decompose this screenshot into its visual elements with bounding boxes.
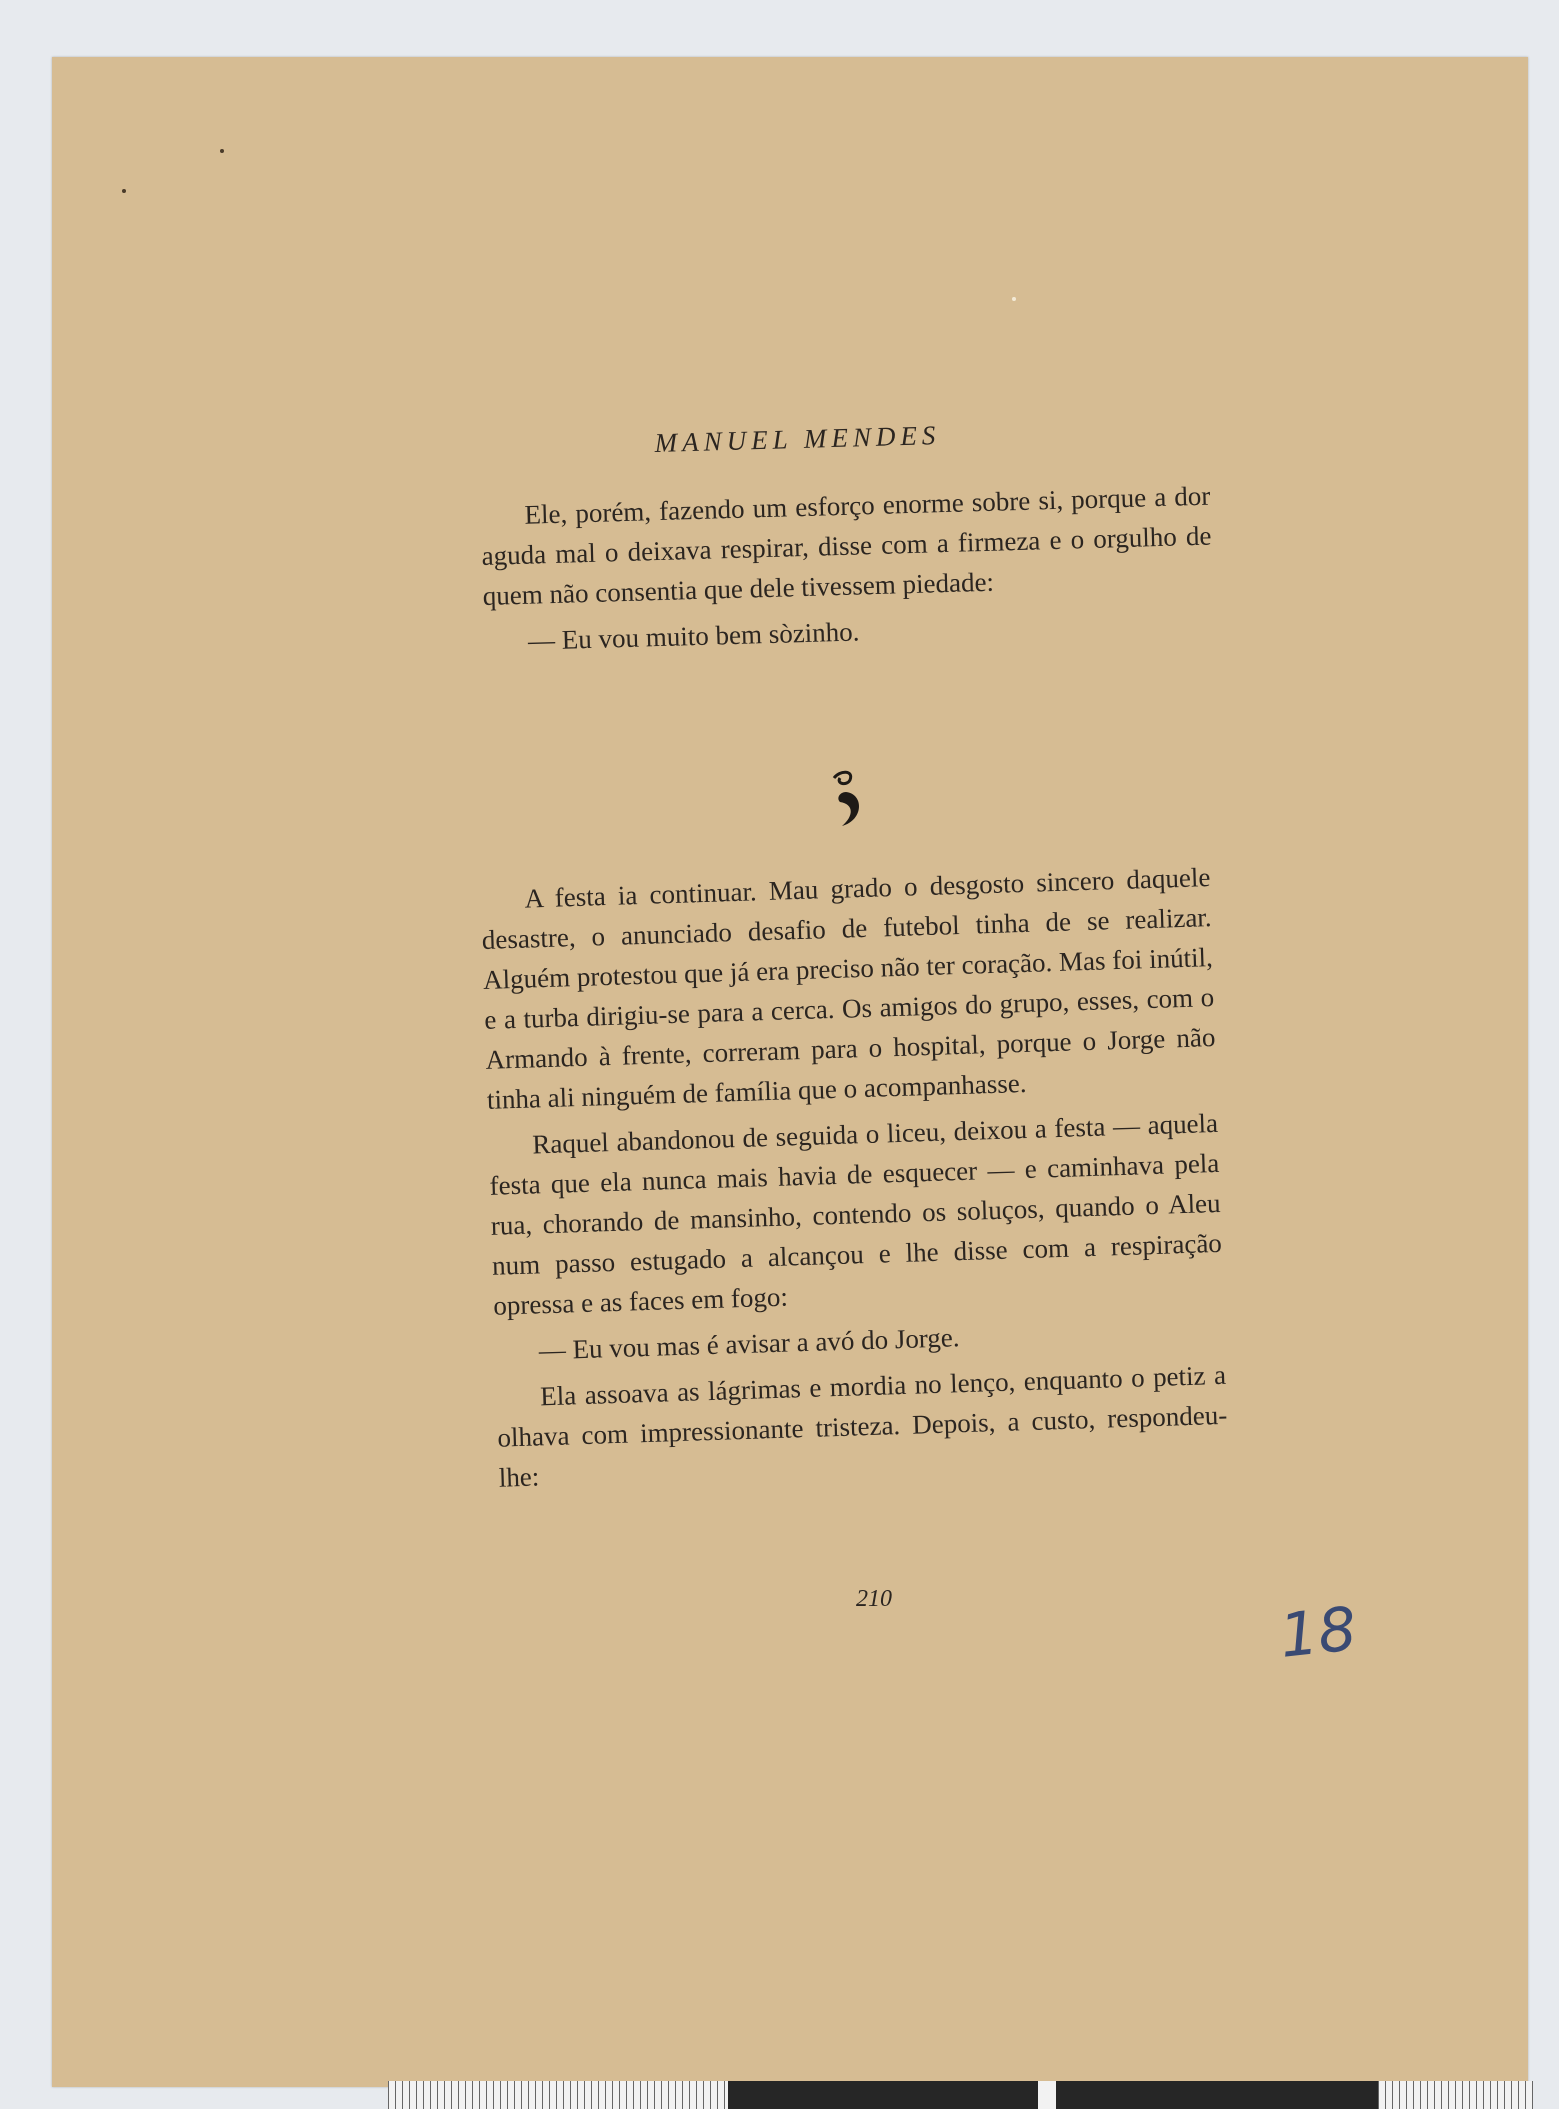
paragraph: Ele, porém, fazendo um esforço enorme sobre si, porque a dor aguda mal o deixava respirar, disse com a firmeza e o orgulho de quem não consentia que dele tivessem piedade: bbox=[481, 480, 1212, 611]
handwritten-folio-number: 18 bbox=[1276, 1594, 1360, 1672]
text-section-2 bbox=[480, 857, 1229, 1504]
scale-ruler bbox=[388, 2081, 1533, 2109]
running-head: MANUEL MENDES bbox=[654, 420, 941, 458]
fleuron-ornament-icon bbox=[820, 768, 870, 828]
ruler-ticks bbox=[388, 2081, 728, 2109]
paragraph: Ela assoava as lágrimas e mordia no lenço, enquanto o petiz a olhava com impressionante tristeza. Depois, a custo, respondeu-lhe: bbox=[497, 1359, 1228, 1493]
ruler-black-bar bbox=[728, 2081, 1038, 2109]
paragraph: — Eu vou muito bem sòzinho. bbox=[527, 616, 860, 656]
ink-speck bbox=[122, 189, 126, 193]
text-section-1 bbox=[480, 476, 1215, 668]
page-number: 210 bbox=[856, 1586, 892, 1612]
paragraph: Raquel abandonou de seguida o liceu, deixou a festa — aquela festa que ela nunca mais havia de esquecer — e caminhava pela rua, chorando de mansinho, contendo os soluços, quando o Aleu num passo estugado a alcançou e lhe disse com a respiração opressa e as faces em fogo: bbox=[489, 1107, 1223, 1321]
ruler-ticks bbox=[1378, 2081, 1533, 2109]
ruler-black-bar bbox=[1056, 2081, 1378, 2109]
paragraph: — Eu vou mas é avisar a avó do Jorge. bbox=[538, 1322, 960, 1366]
paragraph: A festa ia continuar. Mau grado o desgosto sincero daquele desastre, o anunciado desafio de futebol tinha de se realizar. Alguém protestou que já era preciso não ter coração. Mas foi inútil, e a turba dirigiu-se para a cerca. Os amigos do grupo, esses, com o Armando à frente, correram para o hospital, porque o Jorge não tinha ali ninguém de família que o acompanhasse. bbox=[481, 862, 1216, 1115]
ink-speck bbox=[1012, 297, 1016, 301]
ink-speck bbox=[220, 149, 224, 153]
